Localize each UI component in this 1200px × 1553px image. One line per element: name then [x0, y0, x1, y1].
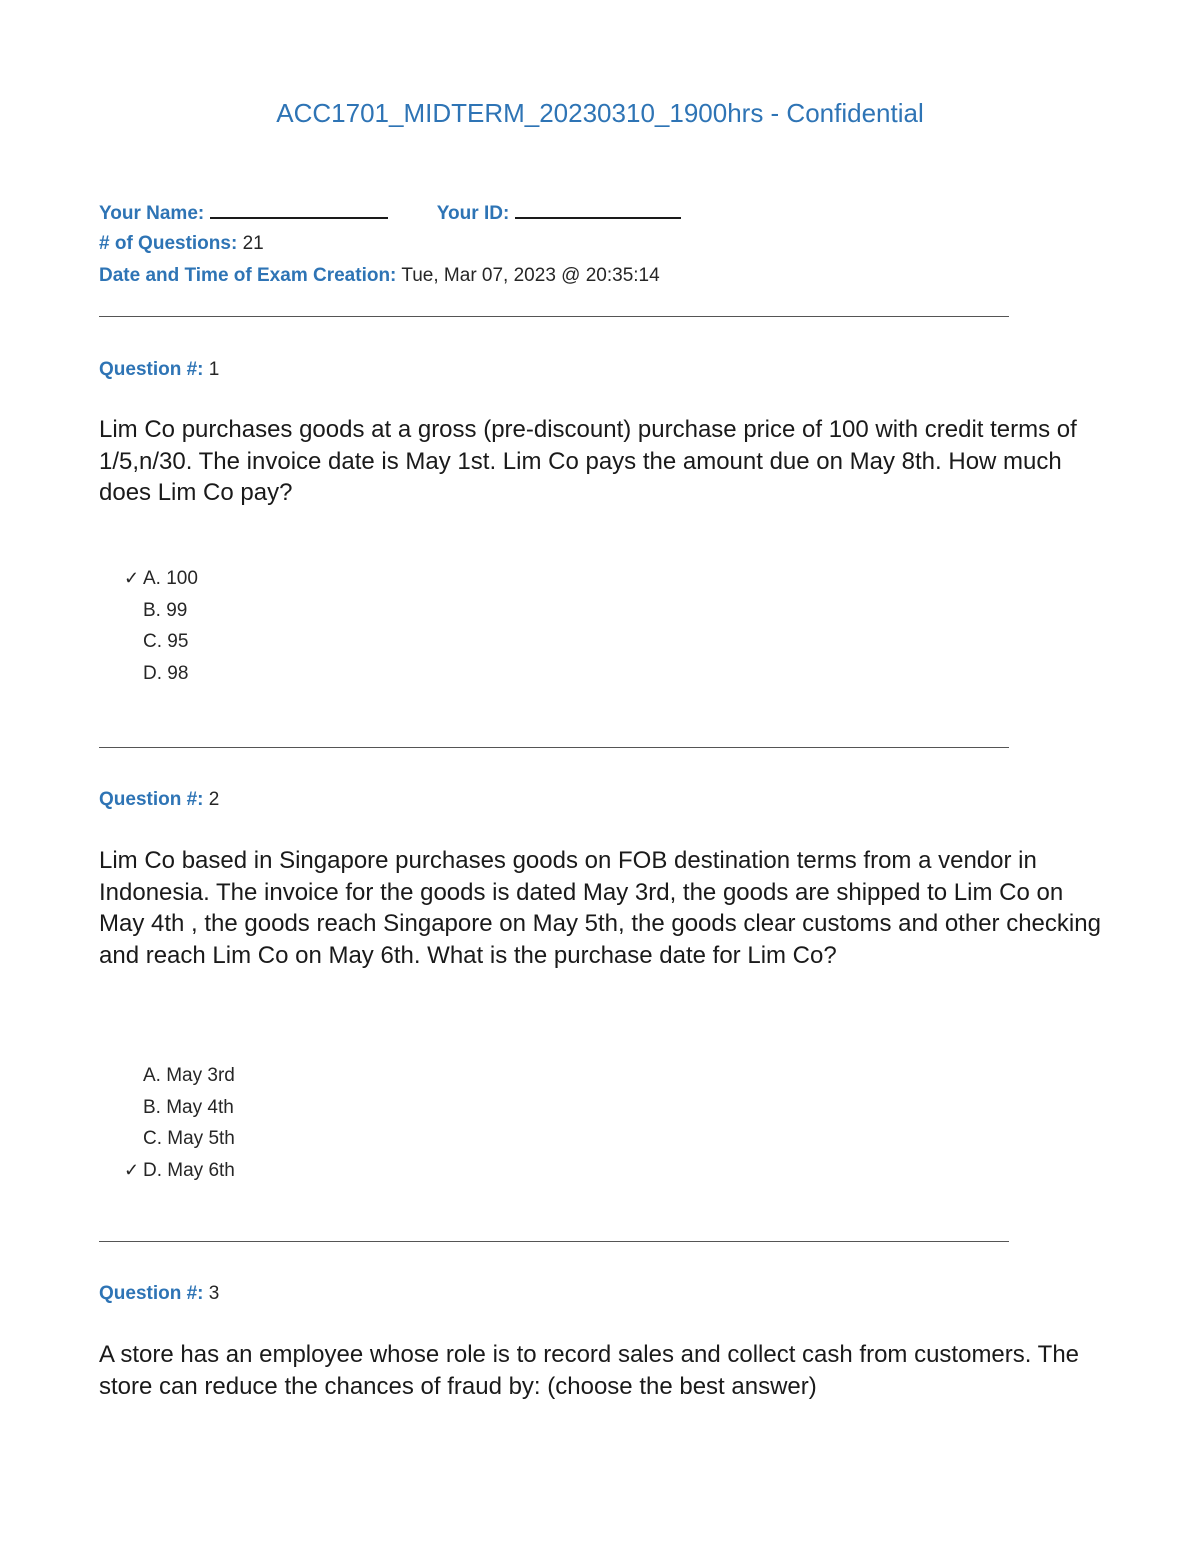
document-title: ACC1701_MIDTERM_20230310_1900hrs - Confidential — [276, 98, 924, 128]
name-label: Your Name: — [99, 203, 205, 224]
option-text: A. May 3rd — [143, 1065, 235, 1086]
question-text-3: A store has an employee whose role is to record sales and collect cash from customers. The store can reduce the chances of fraud by: (choose the best answer) — [99, 1341, 1080, 1400]
name-blank-line[interactable] — [210, 199, 388, 219]
name-id-row — [99, 199, 681, 226]
option-text: B. 99 — [143, 599, 188, 621]
question-number-1 — [99, 358, 219, 382]
question-label: Question #: — [99, 1283, 204, 1304]
question-text-2: Lim Co based in Singapore purchases goods on FOB destination terms from a vendor in Indonesia. The invoice for the goods is dated May 3rd, the goods are shipped to Lim Co on May 4th , the goods reach Singapore on May 5th, the goods clear customs and other checking and reach Lim Co on May 6th. What is the purchase date for Lim Co? — [99, 847, 1101, 969]
creation-date-row — [99, 264, 660, 288]
option-text: C. 95 — [143, 631, 189, 652]
separator — [99, 747, 1009, 748]
id-blank-line[interactable] — [515, 199, 681, 219]
correct-check-icon: ✓ — [124, 568, 140, 588]
question-number-value: 1 — [208, 359, 220, 380]
question-number-2 — [99, 788, 219, 812]
creation-date-value: Tue, Mar 07, 2023 @ 20:35:14 — [401, 265, 660, 286]
question-number-value: 2 — [208, 789, 220, 810]
option-text: C. May 5th — [143, 1128, 235, 1149]
separator — [99, 316, 1009, 317]
question-count-label: # of Questions: — [99, 233, 238, 254]
option-text: D. May 6th — [143, 1159, 235, 1181]
option-text: B. May 4th — [143, 1096, 234, 1118]
option-text: A. 100 — [143, 568, 198, 589]
question-number-3 — [99, 1282, 219, 1306]
question-count-row — [99, 232, 264, 256]
creation-date-label: Date and Time of Exam Creation: — [99, 265, 397, 286]
question-count-value: 21 — [242, 233, 264, 254]
id-label: Your ID: — [436, 203, 510, 224]
correct-check-icon: ✓ — [124, 1159, 140, 1180]
separator — [99, 1241, 1009, 1242]
question-number-value: 3 — [208, 1283, 220, 1304]
question-label: Question #: — [99, 359, 204, 380]
question-text-1: Lim Co purchases goods at a gross (pre-discount) purchase price of 100 with credit terms of 1/5,n/30. The invoice date is May 1st. Lim Co pays the amount due on May 8th. How much does Lim Co pay? — [99, 416, 1077, 506]
question-label: Question #: — [99, 789, 204, 810]
option-text: D. 98 — [143, 662, 189, 684]
